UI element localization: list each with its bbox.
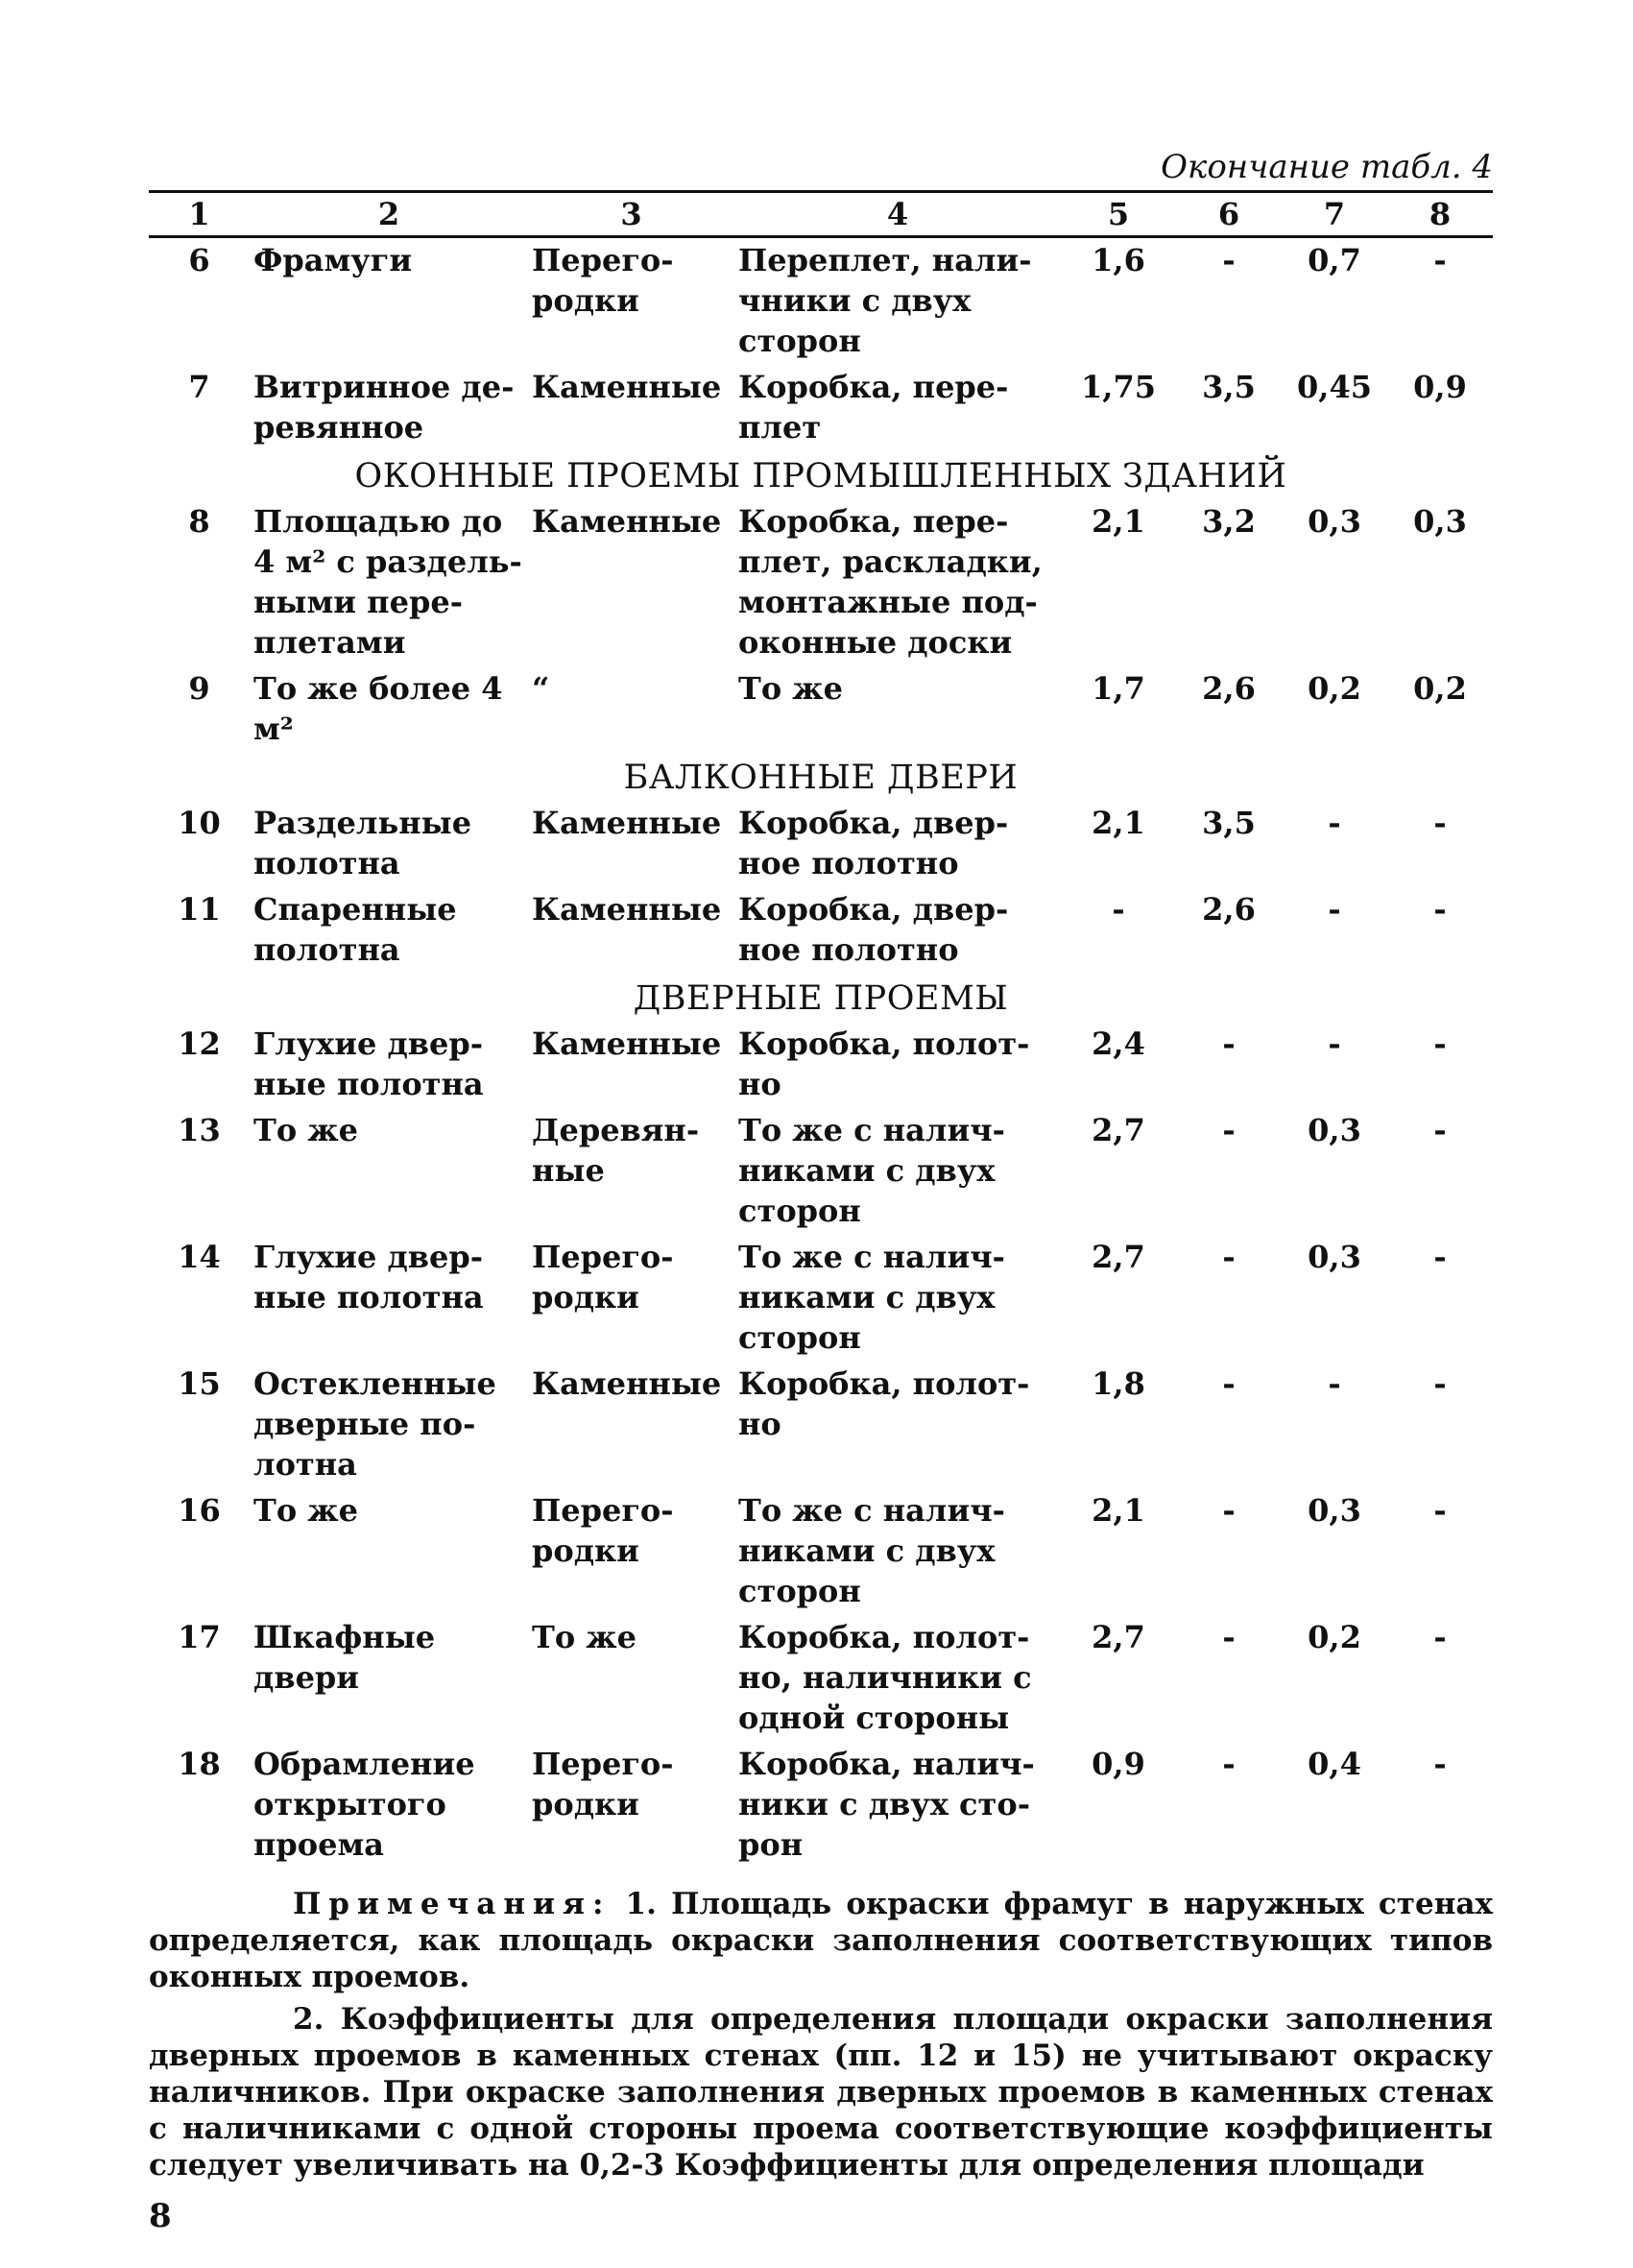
wall-type: Каменные (532, 369, 722, 405)
coef-col-8: - (1433, 891, 1447, 928)
row-number: 14 (178, 1239, 221, 1275)
coef-col-5: 1,75 (1081, 369, 1156, 405)
section-title-balcony: БАЛКОННЫЕ ДВЕРИ (623, 759, 1019, 797)
rows-group-d (149, 1022, 1493, 1869)
section-title-windows: ОКОННЫЕ ПРОЕМЫ ПРОМЫШЛЕННЫХ ЗДАНИЙ (354, 457, 1287, 495)
coef-col-7: 0,4 (1308, 1746, 1361, 1782)
row-number: 10 (178, 805, 221, 841)
description: Переплет, нали- чники с двух сторон (738, 242, 1032, 359)
header-col-5: 5 (1061, 192, 1176, 237)
element-name: Спаренные полотна (253, 891, 457, 968)
coef-col-6: - (1222, 1619, 1236, 1655)
coef-col-7: 0,3 (1308, 1112, 1361, 1148)
table-row (149, 801, 1493, 887)
coef-col-8: - (1433, 1492, 1447, 1529)
coef-col-8: - (1433, 1365, 1447, 1402)
coef-col-5: - (1112, 891, 1125, 928)
wall-type: Перего- родки (532, 1492, 674, 1569)
table-row (149, 666, 1493, 753)
table-row (149, 1022, 1493, 1108)
note-1 (149, 1886, 1493, 1995)
header-col-8: 8 (1387, 192, 1493, 237)
wall-type: Каменные (532, 891, 722, 928)
header-col-6: 6 (1176, 192, 1282, 237)
coef-col-6: - (1222, 1025, 1236, 1062)
description: То же с налич- никами с двух сторон (738, 1492, 1005, 1609)
header-row (149, 192, 1493, 237)
header-col-3: 3 (528, 192, 734, 237)
description: То же с налич- никами с двух сторон (738, 1112, 1005, 1229)
coef-col-5: 1,7 (1092, 670, 1145, 707)
notes (149, 1886, 1493, 2184)
coef-col-5: 2,7 (1092, 1239, 1145, 1275)
section-windows (149, 451, 1493, 499)
row-number: 17 (178, 1619, 221, 1655)
coef-col-7: - (1328, 805, 1341, 841)
table-4 (149, 190, 1493, 1869)
element-name: Шкафные двери (253, 1619, 436, 1696)
coef-col-8: - (1433, 242, 1447, 278)
row-number: 16 (178, 1492, 221, 1529)
coef-col-8: 0,9 (1413, 369, 1467, 405)
description: Коробка, двер- ное полотно (738, 805, 1009, 881)
row-number: 12 (178, 1025, 221, 1062)
element-name: Витринное де- ревянное (253, 369, 515, 446)
coef-col-6: - (1222, 1746, 1236, 1782)
description: То же с налич- никами с двух сторон (738, 1239, 1005, 1356)
rows-group-a (149, 237, 1493, 452)
section-doors (149, 974, 1493, 1022)
wall-type: Каменные (532, 1365, 722, 1402)
coef-col-7: 0,3 (1308, 1239, 1361, 1275)
coef-col-8: - (1433, 1746, 1447, 1782)
coef-col-6: 2,6 (1202, 670, 1256, 707)
coef-col-5: 2,4 (1092, 1025, 1145, 1062)
table-row (149, 1615, 1493, 1742)
note-2: 2. Коэффициенты для определения площади окраски заполнения дверных проемов в каменных стенах (пп. 12 и 15) не учитывают окраску наличников. При окраске заполнения дверных проемов в каменных стенах с наличниками с одной стороны проема соответствующие коэффициенты следует увеличивать на 0,2-3 Коэффициенты для определения площади (149, 2002, 1493, 2183)
wall-type: Каменные (532, 805, 722, 841)
row-number: 8 (188, 503, 210, 540)
coef-col-5: 1,6 (1092, 242, 1145, 278)
description: Коробка, двер- ное полотно (738, 891, 1009, 968)
header-col-4: 4 (734, 192, 1061, 237)
coef-col-7: 0,3 (1308, 1492, 1361, 1529)
description: Коробка, пере- плет (738, 369, 1009, 446)
coef-col-6: 3,2 (1202, 503, 1256, 540)
rows-group-c (149, 801, 1493, 974)
table-row (149, 887, 1493, 974)
coef-col-6: 2,6 (1202, 891, 1256, 928)
description: То же (738, 670, 843, 707)
coef-col-5: 2,1 (1092, 503, 1145, 540)
wall-type: “ (532, 670, 550, 707)
page-number: 8 (149, 2197, 172, 2235)
section-title-doors: ДВЕРНЫЕ ПРОЕМЫ (633, 979, 1009, 1018)
table-row (149, 1235, 1493, 1362)
coef-col-5: 0,9 (1092, 1746, 1145, 1782)
wall-type: Перего- родки (532, 242, 674, 319)
wall-type: Перего- родки (532, 1746, 674, 1822)
coef-col-5: 1,8 (1092, 1365, 1145, 1402)
table-row (149, 1742, 1493, 1869)
table-row (149, 499, 1493, 666)
note-1-text: 1. Площадь окраски фрамуг в наружных стенах определяется, как площадь окраски заполнения соответствующих типов оконных проемов. (149, 1887, 1493, 1994)
element-name: Остекленные дверные по- лотна (253, 1365, 496, 1483)
description: Коробка, полот- но (738, 1365, 1030, 1442)
row-number: 18 (178, 1746, 221, 1782)
row-number: 6 (188, 242, 210, 278)
coef-col-5: 2,7 (1092, 1619, 1145, 1655)
coef-col-8: - (1433, 1239, 1447, 1275)
row-number: 7 (188, 369, 210, 405)
table-row (149, 1108, 1493, 1235)
header-col-1: 1 (149, 192, 250, 237)
element-name: То же (253, 1492, 358, 1529)
description: Коробка, полот- но (738, 1025, 1030, 1102)
coef-col-8: - (1433, 1112, 1447, 1148)
rows-group-b (149, 499, 1493, 753)
description: Коробка, пере- плет, раскладки, монтажные под- оконные доски (738, 503, 1043, 661)
header-col-2: 2 (250, 192, 528, 237)
wall-type: Каменные (532, 503, 722, 540)
element-name: Обрамление открытого проема (253, 1746, 475, 1863)
coef-col-7: - (1328, 891, 1341, 928)
coef-col-5: 2,1 (1092, 1492, 1145, 1529)
row-number: 15 (178, 1365, 221, 1402)
coef-col-7: 0,45 (1297, 369, 1372, 405)
coef-col-5: 2,1 (1092, 805, 1145, 841)
description: Коробка, полот- но, наличники с одной стороны (738, 1619, 1032, 1736)
wall-type: То же (532, 1619, 636, 1655)
coef-col-6: - (1222, 1239, 1236, 1275)
coef-col-8: 0,2 (1413, 670, 1467, 707)
coef-col-6: 3,5 (1202, 805, 1256, 841)
table-row (149, 1488, 1493, 1615)
coef-col-7: 0,2 (1308, 1619, 1361, 1655)
table-caption: Окончание табл. 4 (1161, 148, 1493, 186)
table-row (149, 365, 1493, 451)
element-name: Глухие двер- ные полотна (253, 1025, 484, 1102)
element-name: То же (253, 1112, 358, 1148)
coef-col-8: - (1433, 805, 1447, 841)
element-name: То же более 4 м² (253, 670, 503, 747)
coef-col-6: - (1222, 1112, 1236, 1148)
element-name: Фрамуги (253, 242, 413, 278)
coef-col-8: - (1433, 1619, 1447, 1655)
header-col-7: 7 (1282, 192, 1387, 237)
coef-col-6: 3,5 (1202, 369, 1256, 405)
row-number: 9 (188, 670, 210, 707)
coef-col-6: - (1222, 1365, 1236, 1402)
coef-col-6: - (1222, 242, 1236, 278)
coef-col-7: - (1328, 1365, 1341, 1402)
description: Коробка, налич- ники с двух сто- рон (738, 1746, 1035, 1863)
coef-col-8: - (1433, 1025, 1447, 1062)
page (149, 144, 1493, 2235)
coef-col-7: 0,2 (1308, 670, 1361, 707)
wall-type: Перего- родки (532, 1239, 674, 1315)
coef-col-5: 2,7 (1092, 1112, 1145, 1148)
section-balcony (149, 753, 1493, 801)
wall-type: Каменные (532, 1025, 722, 1062)
coef-col-8: 0,3 (1413, 503, 1467, 540)
table-row (149, 237, 1493, 366)
element-name: Раздельные полотна (253, 805, 472, 881)
element-name: Глухие двер- ные полотна (253, 1239, 484, 1315)
coef-col-6: - (1222, 1492, 1236, 1529)
coef-col-7: 0,3 (1308, 503, 1361, 540)
notes-label: Примечания: (293, 1887, 612, 1921)
row-number: 11 (178, 891, 221, 928)
coef-col-7: 0,7 (1308, 242, 1361, 278)
coef-col-7: - (1328, 1025, 1341, 1062)
row-number: 13 (178, 1112, 221, 1148)
table-row (149, 1362, 1493, 1488)
wall-type: Деревян- ные (532, 1112, 700, 1189)
element-name: Площадью до 4 м² с раздель- ными пере- плетами (253, 503, 522, 661)
